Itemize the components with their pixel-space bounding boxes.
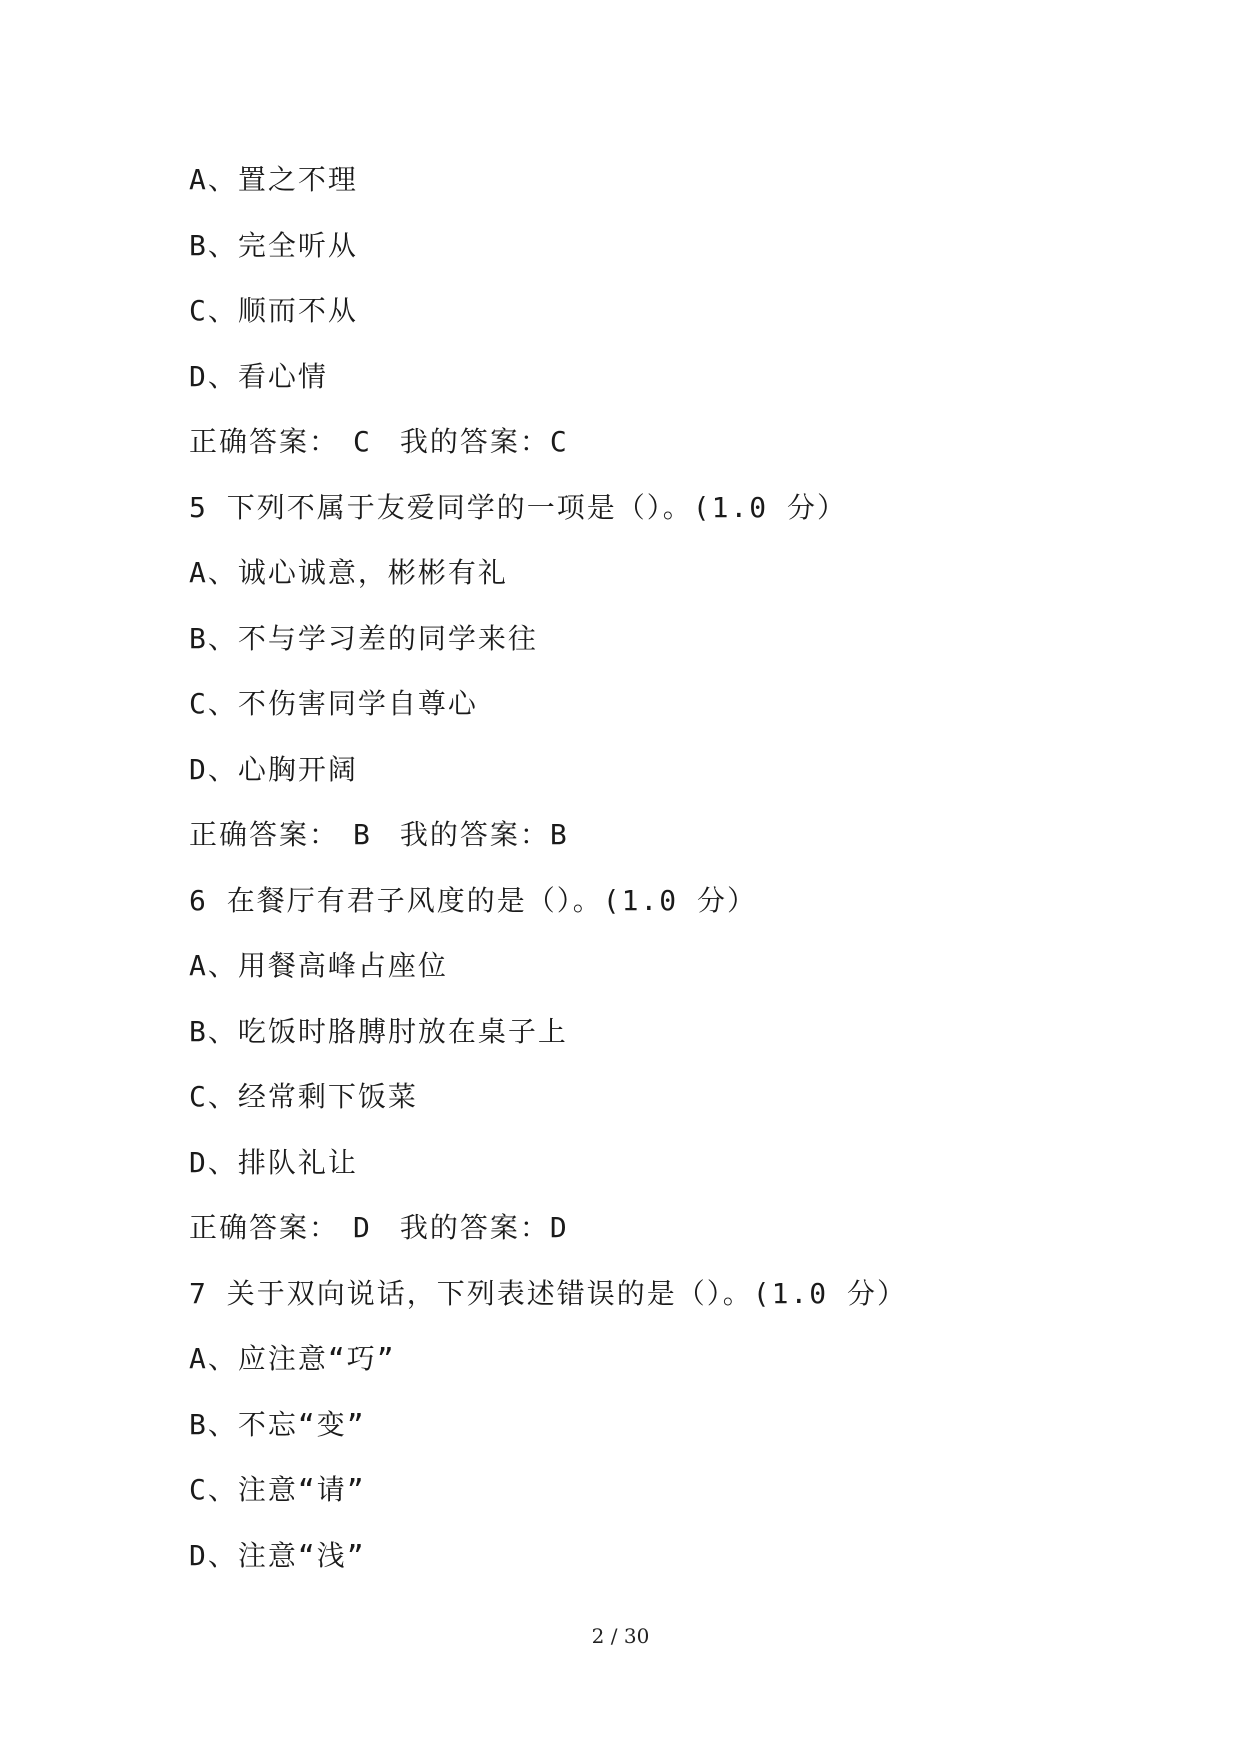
- q5-mine-value: B: [549, 818, 569, 851]
- q4-mine-label: 我的答案：: [399, 425, 550, 458]
- q5-mine-label: 我的答案：: [399, 818, 550, 851]
- q7-option-d: D、注意“浅”: [189, 1538, 366, 1572]
- q5-option-c: C、不伤害同学自尊心: [189, 687, 478, 720]
- q4-answer-line: [189, 414, 1089, 480]
- q6-option-c: C、经常剩下饭菜: [189, 1080, 418, 1113]
- q6-answer-line: [189, 1200, 1089, 1266]
- q4-option-c: C、顺而不从: [189, 294, 358, 327]
- q5-option-d: D、心胸开阔: [189, 752, 358, 786]
- q5-option-b: B、不与学习差的同学来往: [189, 621, 538, 655]
- q5-option-a: A、诚心诚意，彬彬有礼: [189, 556, 508, 589]
- q6-option-d: D、排队礼让: [189, 1145, 358, 1179]
- q4-correct-value: C: [353, 425, 372, 458]
- q5-question: 5 下列不属于友爱同学的一项是（）。(1.0 分）: [189, 490, 848, 524]
- q6-mine-label: 我的答案：: [399, 1211, 550, 1244]
- q7-option-c: C、注意“请”: [189, 1473, 366, 1506]
- q4-option-d: D、看心情: [189, 359, 328, 393]
- document-content: [189, 152, 1089, 1593]
- q4-option-a: A、置之不理: [189, 163, 358, 196]
- q7-question: 7 关于双向说话，下列表述错误的是（）。(1.0 分）: [189, 1276, 908, 1310]
- q6-option-b: B、吃饭时胳膊肘放在桌子上: [189, 1014, 568, 1048]
- q6-question: 6 在餐厅有君子风度的是（）。(1.0 分）: [189, 883, 758, 917]
- q6-option-a: A、用餐高峰占座位: [189, 949, 448, 982]
- q4-mine-value: C: [549, 425, 569, 458]
- q5-correct-value: B: [353, 818, 372, 851]
- q5-answer-line: [189, 807, 1089, 873]
- q6-mine-value: D: [549, 1211, 569, 1244]
- q6-correct-label: 正确答案：: [189, 1211, 340, 1244]
- q7-option-b: B、不忘“变”: [189, 1407, 366, 1441]
- page-number: 2 / 30: [591, 1624, 650, 1648]
- q6-correct-value: D: [353, 1211, 372, 1244]
- q7-option-a: A、应注意“巧”: [189, 1342, 396, 1375]
- q4-correct-label: 正确答案：: [189, 425, 340, 458]
- q4-option-b: B、完全听从: [189, 228, 358, 262]
- q5-correct-label: 正确答案：: [189, 818, 340, 851]
